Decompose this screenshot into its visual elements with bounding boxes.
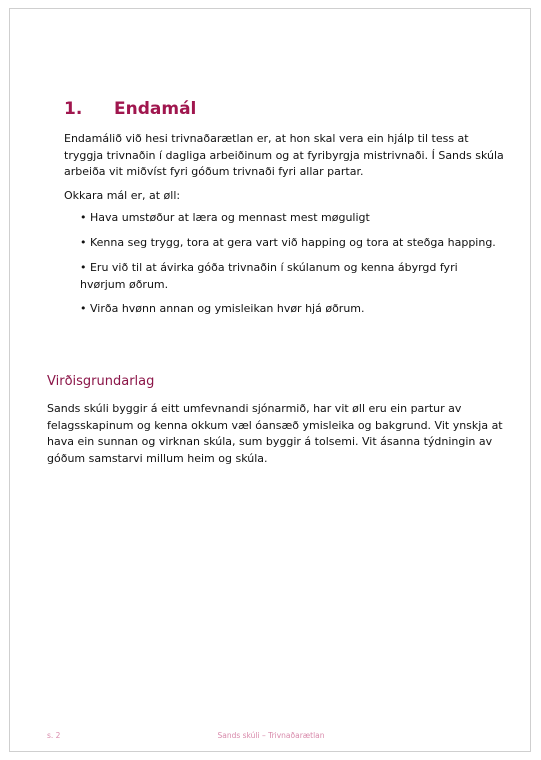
goals-lead: Okkara mál er, at øll:	[64, 189, 181, 202]
section-heading	[64, 99, 196, 119]
footer-title: Sands skúli – Trivnaðarætlan	[217, 731, 325, 740]
subsection-heading: Virðisgrundarlag	[47, 374, 155, 389]
list-item: • Hava umstøður at læra og mennast mest møguligt	[80, 211, 370, 224]
intro-paragraph: Endamálið við hesi trivnaðarætlan er, at hon skal vera ein hjálp til tess at tryggja trivnaðin í dagliga arbeiðinum og at fyribyrgja mistrivnaði. Í Sands skúla arbeiða vit miðvíst fyri góðum trivnaði fyri allar partar.	[64, 132, 504, 178]
section-number: 1.	[64, 99, 83, 119]
page-number: s. 2	[47, 731, 61, 740]
list-item: • Virða hvønn annan og ymisleikan hvør hjá øðrum.	[80, 302, 365, 315]
values-paragraph: Sands skúli byggir á eitt umfevnandi sjónarmið, har vit øll eru ein partur av felagsskapinum og kenna okkum væl óansæð ymisleika og bakgrund. Vit ynskja at hava ein sunnan og virknan skúla, sum byggir á tolsemi. Vit ásanna týdningin av góðum samstarvi millum heim og skúla.	[47, 402, 503, 465]
list-item: • Kenna seg trygg, tora at gera vart við happing og tora at steðga happing.	[80, 236, 496, 249]
list-item: • Eru við til at ávirka góða trivnaðin í skúlanum og kenna ábyrgd fyri hvørjum øðrum.	[80, 261, 458, 291]
section-title: Endamál	[114, 99, 197, 119]
document-page	[9, 8, 531, 752]
